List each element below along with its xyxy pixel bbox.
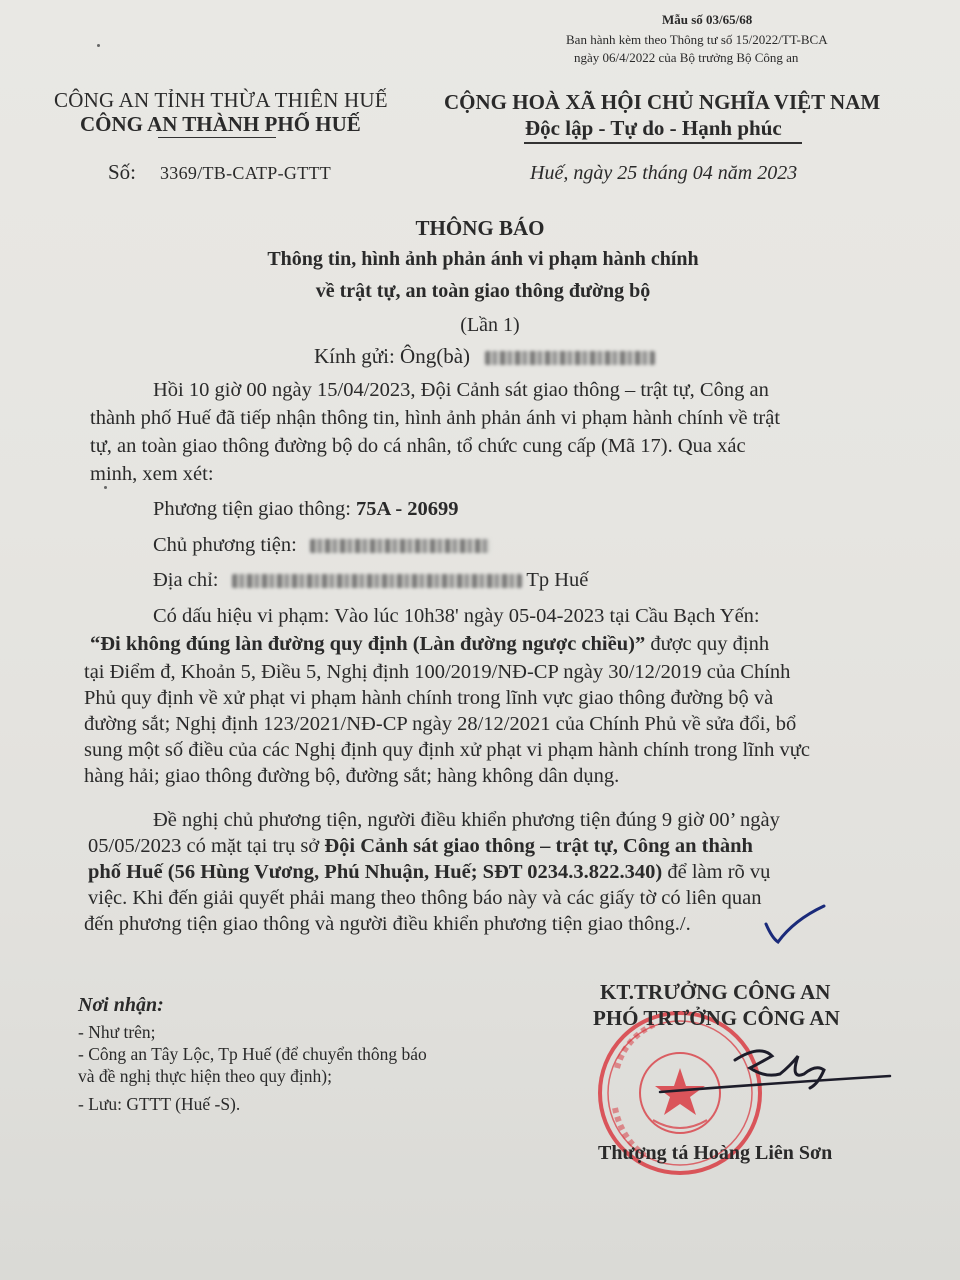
violation-line: hàng hải; giao thông đường bộ, đường sắt; hàng không dân dụng.: [84, 765, 620, 787]
signature-title-line1: KT.TRƯỞNG CÔNG AN: [600, 980, 831, 1004]
form-issued-by-line2: ngày 06/4/2022 của Bộ trưởng Bộ Công an: [574, 50, 799, 65]
request-line2-bold: Đội Cảnh sát giao thông – trật tự, Công an thành: [324, 835, 753, 857]
addressee: [314, 344, 655, 369]
request-line3-bold: phố Huế (56 Hùng Vương, Phú Nhuận, Huế; SĐT 0234.3.822.340): [88, 861, 663, 883]
motto-underline: [524, 142, 802, 144]
intro-line: tự, an toàn giao thông đường bộ do cá nhân, tổ chức cung cấp (Mã 17). Qua xác: [90, 435, 746, 457]
vehicle-plate: 75A - 20699: [356, 498, 459, 520]
attempt-number: (Lần 1): [460, 314, 520, 336]
intro-line: thành phố Huế đã tiếp nhận thông tin, hình ảnh phản ánh vi phạm hành chính về trật: [90, 407, 781, 429]
form-issued-by-line1: Ban hành kèm theo Thông tư số 15/2022/TT-BCA: [566, 32, 828, 47]
signature-title-line2: PHÓ TRƯỞNG CÔNG AN: [593, 1006, 840, 1030]
redacted-name: [485, 351, 655, 365]
nation-motto: Độc lập - Tự do - Hạnh phúc: [525, 116, 782, 140]
doc-subtitle-line2: về trật tự, an toàn giao thông đường bộ: [315, 280, 651, 302]
recipients-heading: Nơi nhận:: [78, 994, 164, 1016]
request-line: [88, 858, 770, 886]
redacted-address: [232, 574, 522, 588]
redacted-owner: [310, 539, 490, 553]
recipient-item: và đề nghị thực hiện theo quy định);: [78, 1066, 332, 1086]
request-line: đến phương tiện giao thông và người điều khiển phương tiện giao thông./.: [84, 913, 691, 935]
recipient-item: - Như trên;: [78, 1022, 156, 1042]
vehicle-label: Phương tiện giao thông:: [153, 498, 351, 520]
agency-parent: CÔNG AN TỈNH THỪA THIÊN HUẾ: [54, 88, 388, 112]
doc-number-label: Số:: [108, 160, 137, 184]
owner-label: Chủ phương tiện:: [153, 534, 297, 556]
violation-line: đường sắt; Nghị định 123/2021/NĐ-CP ngày 28/12/2021 của Chính Phủ về sửa đổi, bổ: [84, 713, 797, 735]
intro-line: Hồi 10 giờ 00 ngày 15/04/2023, Đội Cảnh sát giao thông – trật tự, Công an: [153, 379, 769, 401]
request-line: Đề nghị chủ phương tiện, người điều khiển phương tiện đúng 9 giờ 00’ ngày: [153, 809, 780, 831]
violation-offense-line: [90, 630, 769, 658]
doc-title: THÔNG BÁO: [415, 216, 545, 240]
recipient-item: - Công an Tây Lộc, Tp Huế (để chuyển thông báo: [78, 1044, 427, 1064]
place-date: Huế, ngày 25 tháng 04 năm 2023: [530, 162, 798, 184]
violation-offense: “Đi không đúng làn đường quy định (Làn đường ngược chiều)”: [90, 633, 646, 655]
addressee-label: Kính gửi: Ông(bà): [314, 344, 471, 368]
signer-name: Thượng tá Hoàng Liên Sơn: [598, 1142, 833, 1164]
violation-line: tại Điểm đ, Khoản 5, Điều 5, Nghị định 100/2019/NĐ-CP ngày 30/12/2019 của Chính: [84, 661, 791, 683]
recipient-item: - Lưu: GTTT (Huế -S).: [78, 1094, 241, 1114]
pen-checkmark-icon: [760, 898, 830, 948]
doc-subtitle-line1: Thông tin, hình ảnh phản ánh vi phạm hành chính: [267, 248, 699, 270]
intro-line: minh, xem xét:: [90, 463, 214, 485]
violation-line: Phủ quy định về xử phạt vi phạm hành chính trong lĩnh vực giao thông đường bộ và: [84, 687, 774, 709]
violation-line: sung một số điều của các Nghị định quy định xử phạt vi phạm hành chính trong lĩnh vực: [84, 739, 810, 761]
nation-name: CỘNG HOÀ XÃ HỘI CHỦ NGHĨA VIỆT NAM: [444, 90, 881, 114]
address-row: [153, 569, 588, 592]
agency-underline: [158, 137, 276, 138]
request-line: việc. Khi đến giải quyết phải mang theo thông báo này và các giấy tờ có liên quan: [88, 887, 762, 909]
address-label: Địa chỉ:: [153, 569, 219, 591]
agency-name: CÔNG AN THÀNH PHỐ HUẾ: [80, 112, 361, 136]
vehicle-row: [153, 498, 459, 521]
address-city: Tp Huế: [526, 569, 589, 591]
violation-offense-tail: được quy định: [645, 633, 770, 655]
speck: [97, 44, 100, 47]
handwritten-signature: [640, 1030, 910, 1110]
request-line3-tail: để làm rõ vụ: [662, 861, 771, 883]
violation-line: Có dấu hiệu vi phạm: Vào lúc 10h38' ngày 05-04-2023 tại Cầu Bạch Yến:: [153, 605, 760, 627]
request-line2-pre: 05/05/2023 có mặt tại trụ sở: [88, 835, 325, 857]
doc-number-value: 3369/TB-CATP-GTTT: [160, 163, 332, 183]
form-number: Mẫu số 03/65/68: [662, 12, 753, 27]
owner-row: [153, 534, 490, 557]
request-line: [88, 832, 753, 860]
